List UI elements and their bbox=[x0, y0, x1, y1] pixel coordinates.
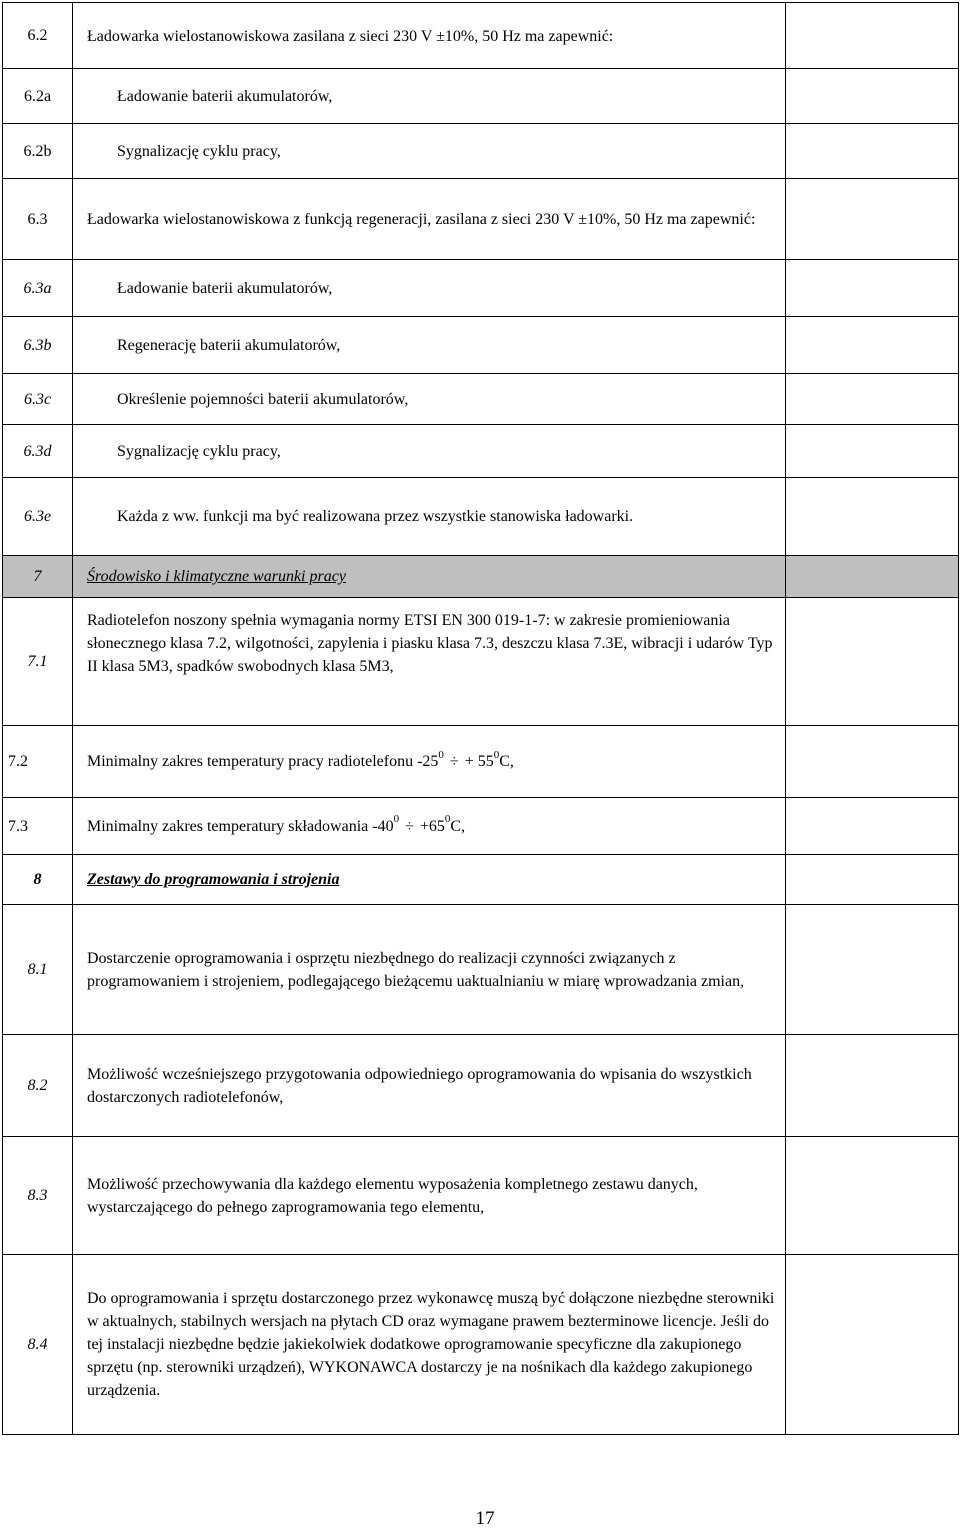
row-number: 8.4 bbox=[3, 1255, 73, 1435]
answer-cell bbox=[786, 317, 959, 374]
degree-superscript: 0 bbox=[444, 813, 451, 826]
row-description: Ładowanie baterii akumulatorów, bbox=[73, 260, 786, 317]
answer-cell bbox=[786, 798, 959, 855]
row-description bbox=[73, 798, 786, 855]
table-row bbox=[3, 69, 959, 124]
range-sign: ÷ bbox=[405, 817, 414, 835]
answer-cell bbox=[786, 598, 959, 726]
answer-cell bbox=[786, 556, 959, 598]
answer-cell bbox=[786, 1255, 959, 1435]
table-row bbox=[3, 1137, 959, 1255]
row-number: 6.2 bbox=[3, 3, 73, 69]
section-title: Zestawy do programowania i strojenia bbox=[87, 871, 340, 888]
table-row bbox=[3, 478, 959, 556]
row-description bbox=[73, 726, 786, 798]
row-description: Określenie pojemności baterii akumulatorów, bbox=[73, 374, 786, 425]
table-row bbox=[3, 1255, 959, 1435]
answer-cell bbox=[786, 374, 959, 425]
row-description: Regenerację baterii akumulatorów, bbox=[73, 317, 786, 374]
section-header-row bbox=[3, 556, 959, 598]
answer-cell bbox=[786, 1137, 959, 1255]
table-row bbox=[3, 726, 959, 798]
answer-cell bbox=[786, 1035, 959, 1137]
section-header-row bbox=[3, 855, 959, 905]
table-row bbox=[3, 3, 959, 69]
row-number: 6.2b bbox=[3, 124, 73, 179]
table-row bbox=[3, 124, 959, 179]
temp-unit: C, bbox=[450, 817, 466, 835]
row-number: 7.1 bbox=[3, 598, 73, 726]
section-number: 7 bbox=[3, 556, 73, 598]
row-number: 6.3d bbox=[3, 425, 73, 478]
row-description: Ładowarka wielostanowiskowa z funkcją regeneracji, zasilana z sieci 230 V ±10%, 50 Hz ma zapewnić: bbox=[73, 179, 786, 260]
answer-cell bbox=[786, 478, 959, 556]
section-title-cell bbox=[73, 855, 786, 905]
answer-cell bbox=[786, 855, 959, 905]
table-row bbox=[3, 598, 959, 726]
row-description: Każda z ww. funkcji ma być realizowana przez wszystkie stanowiska ładowarki. bbox=[73, 478, 786, 556]
section-title: Środowisko i klimatyczne warunki pracy bbox=[87, 568, 346, 585]
range-sign: ÷ bbox=[449, 753, 459, 770]
row-description: Radiotelefon noszony spełnia wymagania normy ETSI EN 300 019-1-7: w zakresie promieniowania słonecznego klasa 7.2, wilgotności, zapylenia i piasku klasa 7.3, deszczu klasa 7.3E, wibracji i udarów Typ II klasa 5M3, spadków swobodnych klasa 5M3, bbox=[73, 598, 786, 726]
row-description: Sygnalizację cyklu pracy, bbox=[73, 124, 786, 179]
table-row bbox=[3, 798, 959, 855]
table-row bbox=[3, 374, 959, 425]
answer-cell bbox=[786, 425, 959, 478]
temp-text: Minimalny zakres temperatury składowania -40 bbox=[87, 817, 394, 835]
row-number: 8.2 bbox=[3, 1035, 73, 1137]
temp-text: + 55 bbox=[464, 753, 494, 770]
degree-superscript: 0 bbox=[493, 748, 500, 761]
answer-cell bbox=[786, 179, 959, 260]
table-row bbox=[3, 425, 959, 478]
answer-cell bbox=[786, 260, 959, 317]
row-number: 8.3 bbox=[3, 1137, 73, 1255]
row-description: Ładowarka wielostanowiskowa zasilana z sieci 230 V ±10%, 50 Hz ma zapewnić: bbox=[73, 3, 786, 69]
table-row bbox=[3, 905, 959, 1035]
row-description: Do oprogramowania i sprzętu dostarczonego przez wykonawcę muszą być dołączone niezbędne sterowniki w aktualnych, stabilnych wersjach na płytach CD oraz wymagane prawem bezterminowe licencje. Jeśli do tej instalacji niezbędne będzie jakiekolwiek dodatkowe oprogramowanie specyficzne dla zakupionego sprzętu (np. sterowniki urządzeń), WYKONAWCA dostarczy je na nośnikach dla każdego zakupionego urządzenia. bbox=[73, 1255, 786, 1435]
row-description: Możliwość przechowywania dla każdego elementu wyposażenia kompletnego zestawu danych, wystarczającego do pełnego zaprogramowania tego elementu, bbox=[73, 1137, 786, 1255]
temp-unit: C, bbox=[499, 753, 514, 770]
table-row bbox=[3, 260, 959, 317]
answer-cell bbox=[786, 124, 959, 179]
specification-table bbox=[2, 2, 959, 1435]
row-number: 7.2 bbox=[3, 726, 73, 798]
row-number: 8.1 bbox=[3, 905, 73, 1035]
table-row bbox=[3, 1035, 959, 1137]
temp-text: +65 bbox=[419, 817, 445, 835]
answer-cell bbox=[786, 3, 959, 69]
row-description: Ładowanie baterii akumulatorów, bbox=[73, 69, 786, 124]
temp-text: Minimalny zakres temperatury pracy radiotelefonu -25 bbox=[87, 753, 439, 770]
row-number: 6.3e bbox=[3, 478, 73, 556]
row-number: 6.3 bbox=[3, 179, 73, 260]
answer-cell bbox=[786, 69, 959, 124]
row-description: Możliwość wcześniejszego przygotowania odpowiedniego oprogramowania do wpisania do wszystkich dostarczonych radiotelefonów, bbox=[73, 1035, 786, 1137]
degree-superscript: 0 bbox=[393, 813, 400, 826]
section-number: 8 bbox=[3, 855, 73, 905]
answer-cell bbox=[786, 905, 959, 1035]
degree-superscript: 0 bbox=[438, 748, 444, 761]
page-number: 17 bbox=[475, 1508, 495, 1529]
row-number: 7.3 bbox=[3, 798, 73, 855]
row-description: Sygnalizację cyklu pracy, bbox=[73, 425, 786, 478]
row-description: Dostarczenie oprogramowania i osprzętu niezbędnego do realizacji czynności związanych z programowaniem i strojeniem, podlegającego bieżącemu uaktualnianiu w miarę wprowadzania zmian, bbox=[73, 905, 786, 1035]
row-number: 6.3a bbox=[3, 260, 73, 317]
section-title-cell bbox=[73, 556, 786, 598]
row-number: 6.3b bbox=[3, 317, 73, 374]
table-row bbox=[3, 317, 959, 374]
row-number: 6.2a bbox=[3, 69, 73, 124]
table-row bbox=[3, 179, 959, 260]
row-number: 6.3c bbox=[3, 374, 73, 425]
answer-cell bbox=[786, 726, 959, 798]
